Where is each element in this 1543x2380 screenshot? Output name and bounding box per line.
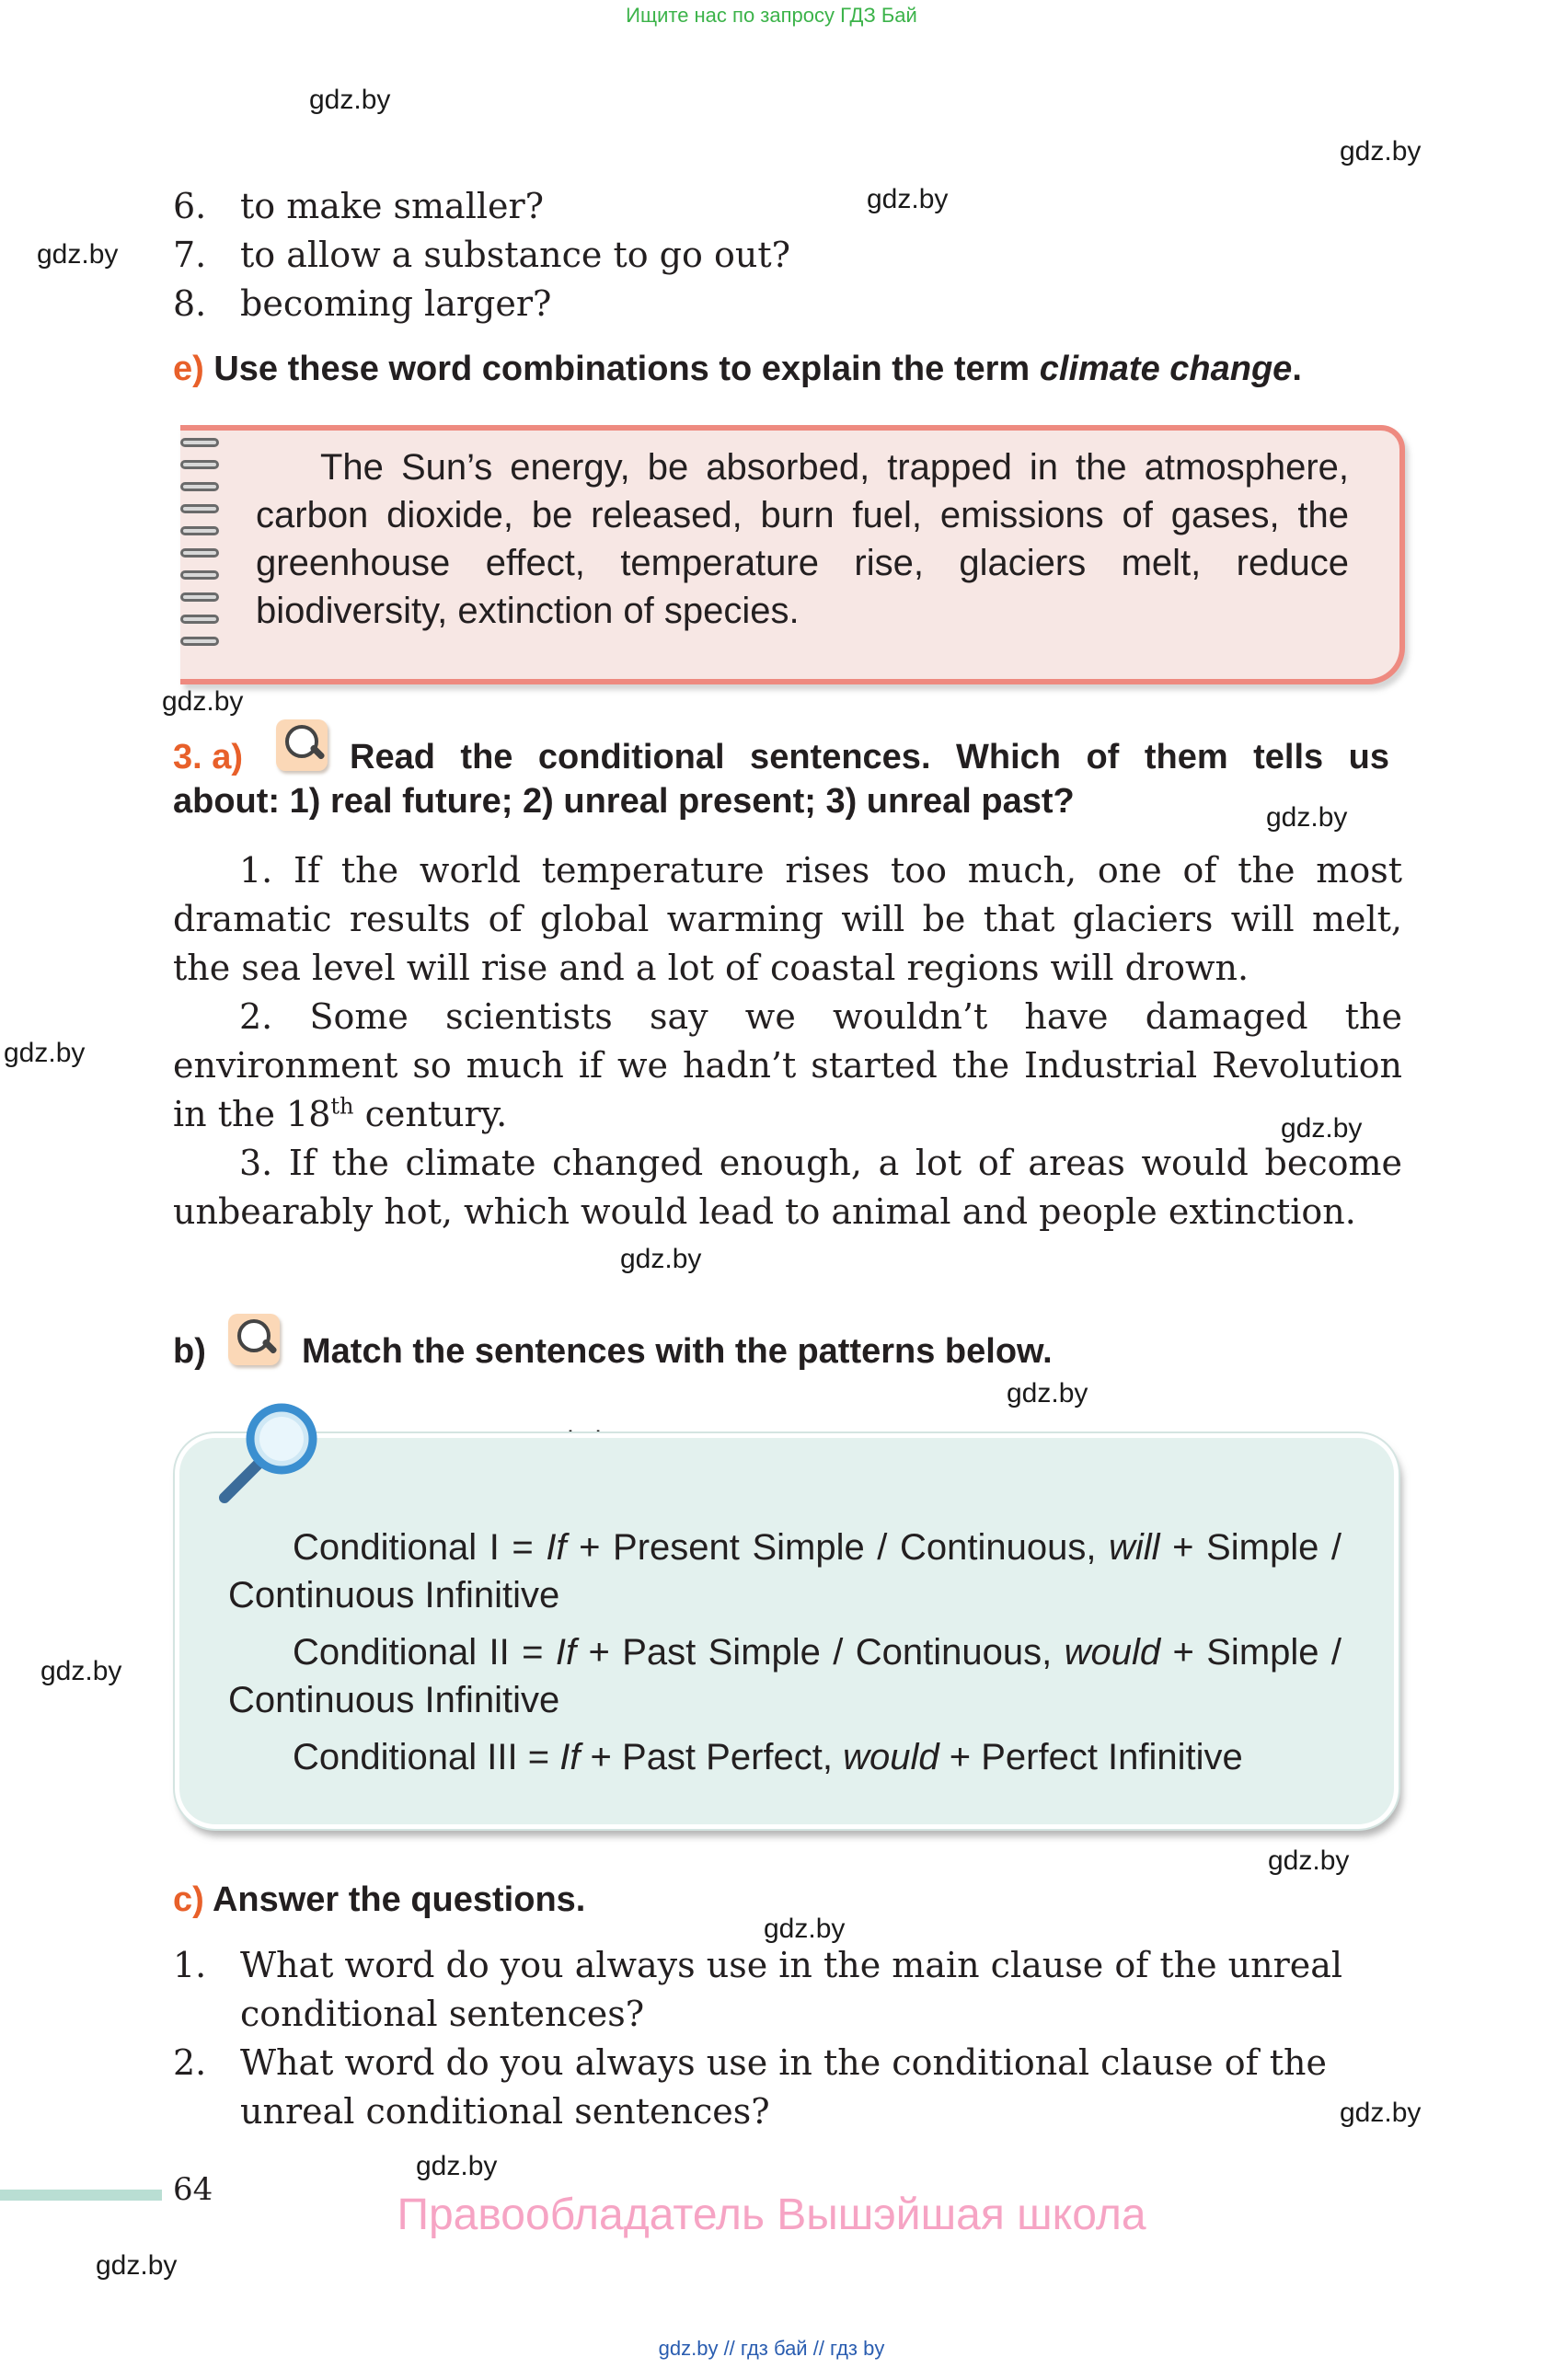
top-banner[interactable]: Ищите нас по запросу ГДЗ Бай	[626, 4, 917, 27]
watermark: gdz.by	[1268, 1845, 1350, 1876]
magnifier-icon	[228, 1314, 280, 1365]
exercise-3c-heading: c) Answer the questions.	[173, 1880, 586, 1919]
watermark: gdz.by	[764, 1914, 846, 1944]
sentence-3: 3. If the climate changed enough, a lot of areas would become unbearably hot, which would lead to animal and people extinction.	[173, 1143, 1402, 1232]
watermark: gdz.by	[4, 1038, 86, 1068]
word-definition-list	[173, 182, 1406, 328]
watermark: gdz.by	[620, 1244, 702, 1274]
watermark: gdz.by	[1340, 2098, 1422, 2128]
notebook-rings-icon	[180, 429, 223, 668]
watermark: gdz.by	[1281, 1113, 1363, 1144]
exercise-3b-heading: Match the sentences with the patterns below.	[302, 1332, 1053, 1371]
watermark: gdz.by	[309, 85, 391, 115]
exercise-3a-heading-text: Read the conditional sentences. Which of them tells us	[350, 738, 1389, 776]
watermark: gdz.by	[1266, 802, 1348, 833]
rule-conditional-3: Conditional III = If + Past Perfect, would + Perfect Infinitive	[293, 1737, 1243, 1777]
watermark: gdz.by	[416, 2151, 498, 2181]
sentence-1: 1. If the world temperature rises too much, one of the most dramatic results of global warming will be that glaciers will melt, the sea level will rise and a lot of coastal regions will drown.	[173, 850, 1402, 988]
watermark: gdz.by	[37, 239, 119, 270]
exercise-e-heading: e) Use these word combinations to explain the term climate change.	[173, 350, 1302, 388]
rule-conditional-2: Conditional II = If + Past Simple / Continuous, would + Simple / Continuous Infinitive	[228, 1632, 1342, 1720]
page-number: 64	[173, 2171, 213, 2208]
watermark: gdz.by	[1007, 1378, 1088, 1408]
watermark: gdz.by	[96, 2250, 178, 2281]
conditional-sentences	[173, 846, 1402, 1236]
magnifier-icon	[276, 719, 328, 771]
rule-conditional-1: Conditional I = If + Present Simple / Continuous, will + Simple / Continuous Infinitive	[228, 1527, 1341, 1615]
magnifying-glass-icon	[215, 1398, 326, 1509]
questions-list	[173, 1941, 1406, 2136]
watermark: gdz.by	[162, 686, 244, 717]
exercise-3a-heading-line1: 3. a)	[173, 738, 244, 776]
bottom-links[interactable]: gdz.by // гдз бай // гдз by	[658, 2337, 885, 2360]
list-item: 1. What word do you always use in the main clause of the unreal conditional sentences?	[173, 1945, 1343, 2034]
list-item: 7. to allow a substance to go out?	[173, 235, 790, 275]
watermark: gdz.by	[867, 184, 949, 214]
conditional-rules	[228, 1523, 1341, 1781]
word-combinations-text: The Sun’s energy, be absorbed, trapped in the atmosphere, carbon dioxide, be released, burn fuel, emissions of gases, the greenhouse effect, temperature rise, glaciers melt, reduce biodiversity, extinction of species.	[256, 447, 1349, 631]
watermark: gdz.by	[1340, 136, 1422, 167]
list-item: 2. What word do you always use in the conditional clause of the unreal conditional sentences?	[173, 2042, 1327, 2132]
exercise-3a-heading-line2: about: 1) real future; 2) unreal present; 3) unreal past?	[173, 782, 1075, 821]
watermark: gdz.by	[40, 1656, 122, 1686]
copyright-owner-notice: Правообладатель Вышэйшая школа	[397, 2190, 1146, 2239]
list-item: 6. to make smaller?	[173, 186, 545, 226]
list-item: 8. becoming larger?	[173, 283, 552, 324]
sentence-2: 2. Some scientists say we wouldn’t have damaged the environment so much if we hadn’t started the Industrial Revolution in the 18th century.	[173, 996, 1402, 1134]
exercise-3b-label: b)	[173, 1332, 206, 1371]
